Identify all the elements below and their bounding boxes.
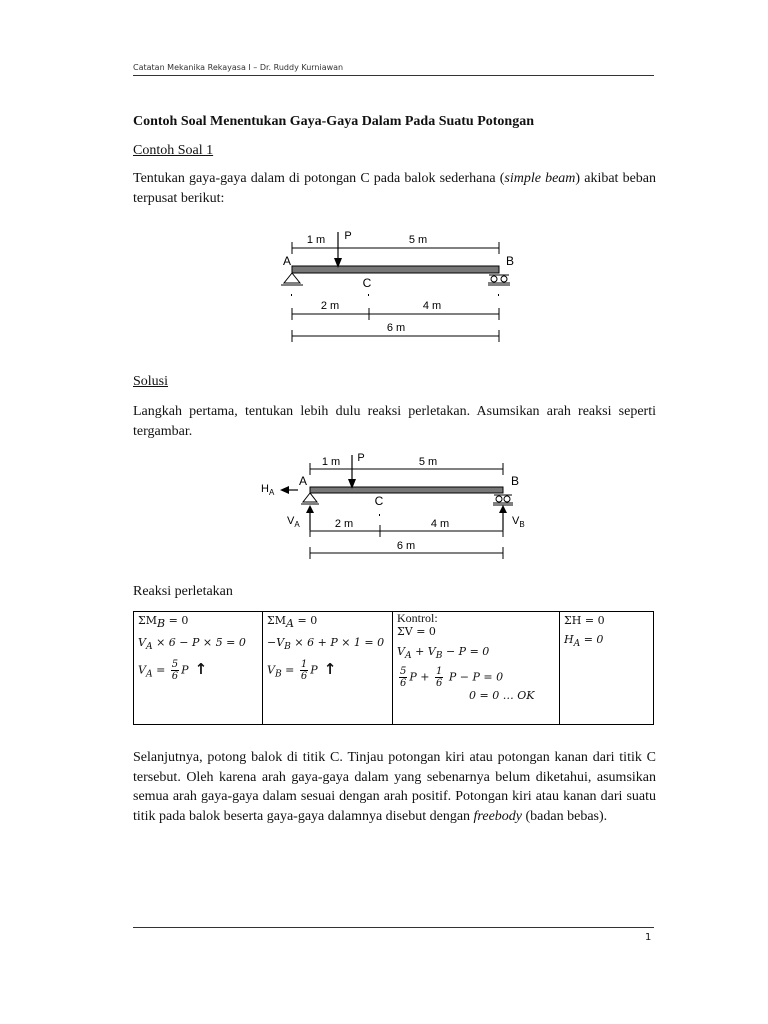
beam-figure-1 [270, 222, 530, 344]
fig1-dim-4m: 4 m [422, 300, 442, 312]
beam-figure-2 [256, 450, 530, 560]
closing-text-a: Selanjutnya, potong balok di titik C. Tinjau potongan kiri atau potongan kanan dari titik C tersebut. Oleh karena arah gaya-gaya dalam yang sebenarnya belum diketahui, asumsikan semua arah gaya-gaya dalam sesuai dengan arah positif. Potongan kiri atau kanan dari suatu titik pada balok beserta gaya-gaya dalamnya disebut dengan [133, 750, 656, 824]
fig1-dim-2m: 2 m [320, 300, 340, 312]
fig2-point-c: C [374, 494, 384, 508]
fig1-point-c: C [362, 276, 372, 290]
problem-text-a: Tentukan gaya-gaya dalam di potongan C pada balok sederhana ( [133, 171, 505, 186]
solution-heading: Solusi [133, 374, 169, 389]
page-number: 1 [645, 932, 652, 943]
example-heading: Contoh Soal 1 [133, 143, 214, 158]
fig1-point-b: B [505, 254, 515, 268]
fig2-point-b: B [510, 474, 520, 488]
fig1-load-label: P [344, 230, 352, 242]
table-cell-control: Kontrol: ΣV = 0 $V_A + V_B - P = 0$ $\frac{5}{6}$ P + $\frac{1}{6}$ P − P = 0 0 = 0 … OK [393, 612, 560, 725]
fig1-dim-1m: 1 m [306, 234, 326, 246]
header-rule [133, 75, 654, 76]
fig1-dim-5m: 5 m [408, 234, 428, 246]
fig2-dim-4m: 4 m [430, 518, 450, 530]
reactions-heading: Reaksi perletakan [133, 584, 233, 599]
fig2-point-a: A [298, 474, 308, 488]
closing-italic: freebody [473, 808, 523, 824]
footer-rule [133, 927, 654, 928]
fig2-dim-1m: 1 m [321, 456, 341, 468]
fig2-ha-label: $H_A$ [261, 483, 275, 497]
fig2-dim-6m: 6 m [396, 540, 416, 552]
table-cell-horizontal: ΣH = 0 $H_A = 0$ [560, 612, 654, 725]
page-title: Contoh Soal Menentukan Gaya-Gaya Dalam Pada Suatu Potongan [133, 114, 535, 129]
table-cell-moment-a: $\Sigma M_A = 0$ $-V_B \times 6 + P \times 1 = 0$ $V_B$ = $\frac{1}{6}$ P ↑ [263, 612, 393, 725]
reactions-table [133, 611, 654, 725]
fig2-va-label: $V_A$ [287, 515, 300, 529]
reaction-up-arrow-icon: ↑ [194, 659, 208, 678]
problem-italic: simple beam [504, 171, 576, 186]
problem-text-b: ) akibat beban terpusat berikut: [133, 171, 657, 206]
closing-paragraph [133, 748, 656, 826]
fig2-dim-5m: 5 m [418, 456, 438, 468]
fig1-dim-6m: 6 m [386, 322, 406, 334]
reaction-up-arrow-icon: ↑ [323, 659, 337, 678]
fig1-point-a: A [282, 254, 292, 268]
fig2-vb-label: $V_B$ [512, 515, 525, 529]
fig2-load-label: P [357, 452, 365, 464]
solution-text: Langkah pertama, tentukan lebih dulu reaksi perletakan. Asumsikan arah reaksi seperti tergambar. [133, 404, 656, 439]
problem-statement [133, 169, 656, 208]
closing-text-b: (badan bebas). [522, 808, 608, 824]
fig2-dim-2m: 2 m [334, 518, 354, 530]
table-cell-moment-b: $\Sigma M_B = 0$ $V_A \times 6 - P \times 5 = 0$ $V_A$ = $\frac{5}{6}$ P ↑ [134, 612, 263, 725]
running-header: Catatan Mekanika Rekayasa I – Dr. Ruddy Kurniawan [133, 63, 344, 72]
